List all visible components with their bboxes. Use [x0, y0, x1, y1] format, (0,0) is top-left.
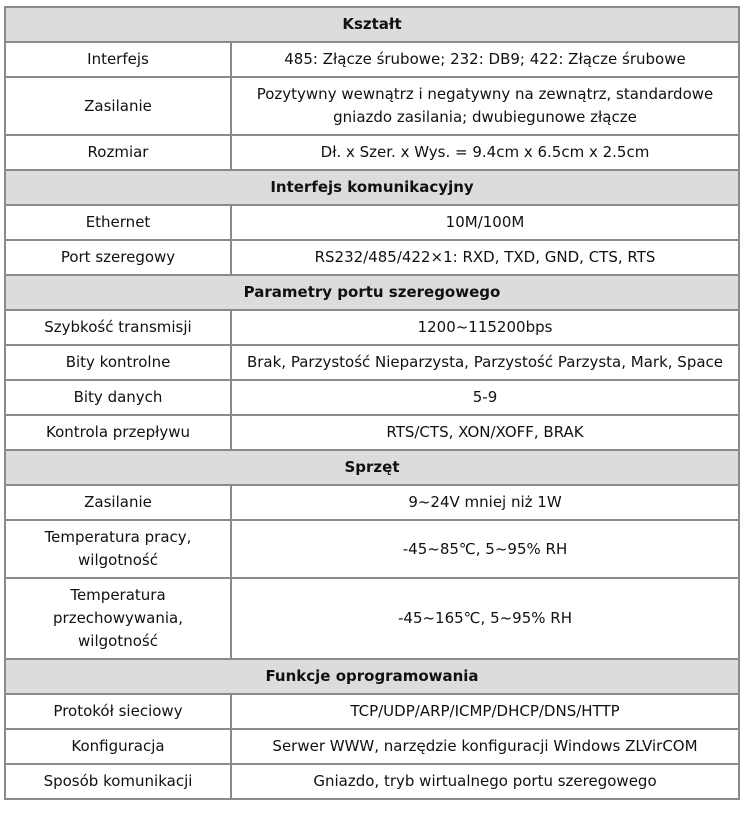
spec-label: Temperatura przechowywania, wilgotność	[5, 578, 231, 659]
table-row	[5, 764, 739, 799]
section-title: Parametry portu szeregowego	[5, 275, 739, 310]
spec-label: Temperatura pracy, wilgotność	[5, 520, 231, 578]
section-title: Kształt	[5, 7, 739, 42]
table-row	[5, 310, 739, 345]
table-row	[5, 578, 739, 659]
spec-value: RTS/CTS, XON/XOFF, BRAK	[231, 415, 739, 450]
spec-label: Konfiguracja	[5, 729, 231, 764]
spec-value: 485: Złącze śrubowe; 232: DB9; 422: Złącze śrubowe	[231, 42, 739, 77]
table-row	[5, 485, 739, 520]
spec-label: Bity danych	[5, 380, 231, 415]
spec-table	[4, 6, 740, 800]
spec-label: Bity kontrolne	[5, 345, 231, 380]
spec-value: -45~165℃, 5~95% RH	[231, 578, 739, 659]
table-row	[5, 205, 739, 240]
spec-label: Zasilanie	[5, 485, 231, 520]
spec-value: -45~85℃, 5~95% RH	[231, 520, 739, 578]
spec-value: RS232/485/422×1: RXD, TXD, GND, CTS, RTS	[231, 240, 739, 275]
section-header-row	[5, 659, 739, 694]
spec-value: 9~24V mniej niż 1W	[231, 485, 739, 520]
spec-label: Rozmiar	[5, 135, 231, 170]
table-row	[5, 77, 739, 135]
spec-value: Dł. x Szer. x Wys. = 9.4cm x 6.5cm x 2.5cm	[231, 135, 739, 170]
table-row	[5, 520, 739, 578]
spec-value: Brak, Parzystość Nieparzysta, Parzystość Parzysta, Mark, Space	[231, 345, 739, 380]
table-row	[5, 380, 739, 415]
spec-label: Szybkość transmisji	[5, 310, 231, 345]
spec-label: Zasilanie	[5, 77, 231, 135]
spec-value: Serwer WWW, narzędzie konfiguracji Windows ZLVirCOM	[231, 729, 739, 764]
spec-label: Protokół sieciowy	[5, 694, 231, 729]
spec-label: Kontrola przepływu	[5, 415, 231, 450]
spec-value: 10M/100M	[231, 205, 739, 240]
spec-value: Gniazdo, tryb wirtualnego portu szeregowego	[231, 764, 739, 799]
section-header-row	[5, 7, 739, 42]
table-row	[5, 345, 739, 380]
spec-table-body	[5, 7, 739, 799]
table-row	[5, 135, 739, 170]
spec-value: TCP/UDP/ARP/ICMP/DHCP/DNS/HTTP	[231, 694, 739, 729]
spec-label: Sposób komunikacji	[5, 764, 231, 799]
section-header-row	[5, 170, 739, 205]
section-title: Sprzęt	[5, 450, 739, 485]
spec-value: 5-9	[231, 380, 739, 415]
table-row	[5, 415, 739, 450]
section-header-row	[5, 450, 739, 485]
section-title: Interfejs komunikacyjny	[5, 170, 739, 205]
section-header-row	[5, 275, 739, 310]
section-title: Funkcje oprogramowania	[5, 659, 739, 694]
table-row	[5, 240, 739, 275]
spec-value: Pozytywny wewnątrz i negatywny na zewnątrz, standardowe gniazdo zasilania; dwubiegunowe złącze	[231, 77, 739, 135]
spec-label: Interfejs	[5, 42, 231, 77]
spec-value: 1200~115200bps	[231, 310, 739, 345]
table-row	[5, 729, 739, 764]
table-row	[5, 42, 739, 77]
spec-label: Ethernet	[5, 205, 231, 240]
table-row	[5, 694, 739, 729]
spec-label: Port szeregowy	[5, 240, 231, 275]
